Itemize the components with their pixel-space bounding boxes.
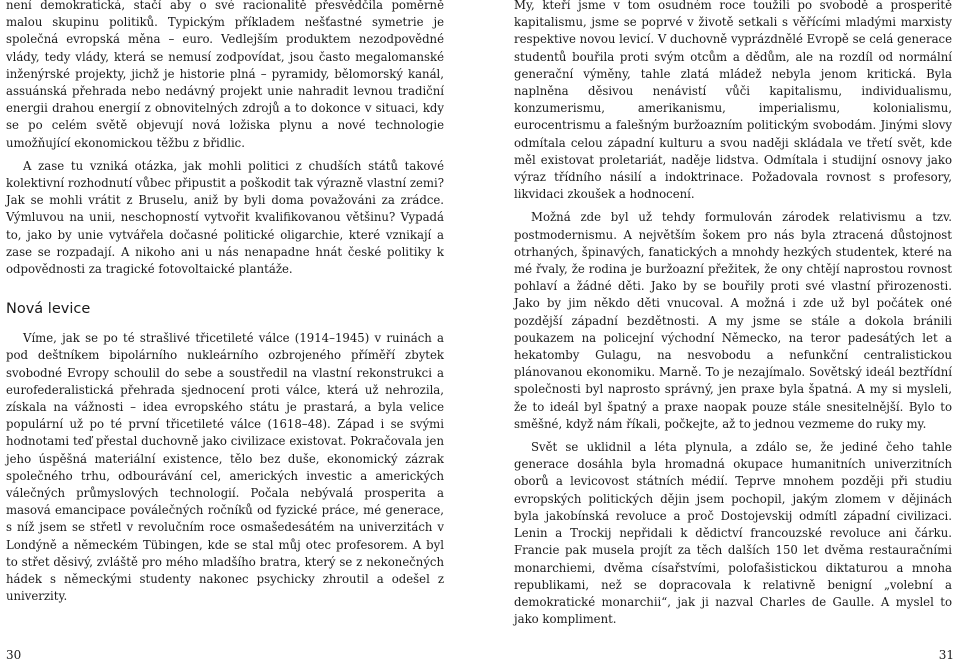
left-page-column (6, 0, 444, 606)
left-page-number: 30 (6, 648, 22, 662)
right-paragraph-2: Možná zde byl už tehdy formulován zárodek relativismu a tzv. postmodernismu. A největším šokem pro nás byla ztracená důstojnost otrhaných, špinavých, fanatických a mnohdy hezkých studentek, které na mé řvaly, že rodina je buržoazní přežitek, že ony chtějí naprostou rovnost pohlaví a žádné děti. Jako by se bouřily proti své vlastní přirozenosti. Jako by jim někdo děti vnucoval. A možná i zde už byl počátek oné pozdější západní bezdětnosti. A my jsme se stále a dokola bránili poukazem na policejní východní Německo, na teror padesátých let a hekatomby Gulagu, na nesvobodu a nefunkční centralistickou plánovanou ekonomiku. Marně. To je nezajímalo. Sovětský ideál beztřídní společnosti byl naprosto správný, jen praxe byla špatná. A my si mysleli, že to ideál byl špatný a praxe naopak pouze stále snesitelnější. Bylo to směšné, když nám říkali, počkejte, až to jednou vezmeme do ruky my. (514, 210, 952, 431)
section-heading: Nová levice (6, 301, 91, 318)
left-paragraph-1: není demokratická, stačí aby o své racionalitě přesvědčila poměrně malou skupinu politiků. Typickým příkladem nešťastné symetrie je společná evropská měna – euro. Vedlejším produktem nezodpovědné vlády, tedy vlády, která se nemusí zodpovídat, jsou často megalomanské inženýrské projekty, jichž je historie plná – pyramidy, bělomorský kanál, assuánská přehrada nebo nedávný projekt unie nahradit levnou tradiční energii drahou energií z obnovitelných zdrojů a to dokonce v situaci, kdy se po celém světě objevují nová ložiska plynu a nové technologie umožňující ekonomickou těžbu z břidlic. (6, 0, 444, 150)
right-paragraph-3: Svět se uklidnil a léta plynula, a zdálo se, že jediné čeho tahle generace dosáhla byla hromadná okupace humanitních univerzitních oborů a levicovost státních médií. Teprve mnohem později při studiu evropských politických dějin jsem pochopil, jakým zlomem v dějinách byla jakobínská revoluce a proč Dostojevskij odmítl západní civilizaci. Lenin a Trockij nepřidali k dědictví francouzské revoluce ani čárku. Francie pak musela projít za těch dalších 150 let dvěma restauračními monarchiemi, dvěma císařstvími, polofašistickou diktaturou a mnoha republikami, než se dopracovala k relativně benigní „volební a demokratické monarchii“, jak ji nazval Charles de Gaulle. A myslel to jako kompliment. (514, 440, 952, 627)
left-paragraph-3: Víme, jak se po té strašlivé třicetileté válce (1914–1945) v ruinách a pod deštníkem bipolárního nukleárního ozbrojeného příměří zbytek svobodné Evropy schoulil do sebe a soustředil na vlastní rekonstrukci a eurofederalistická přehrada sjednocení proti válce, která už nehrozila, získala na vážnosti – idea evropského státu je prastará, a byla velice populární už po té první třicetileté válce (1618–48). Západ i se svými hodnotami teď přestal duchovně jako civilizace existovat. Pokračovala jen jeho úspěšná materiální existence, tělo bez duše, ekonomický zázrak společného trhu, odbourávání cel, amerických investic a amerických válečných průmyslových technologií. Počala nebývalá prosperita a masová emancipace poválečných ročníků od fyzické práce, mé generace, s níž jsem se střetl v revolučním roce osmašedesátém na univerzitách v Londýně a německém Tübingen, kde se stal můj otec profesorem. A byl to střet děsivý, zvláště pro mého mladšího bratra, který se z nekonečných hádek s německými studenty nakonec psychicky zhroutil a odešel z univerzity. (6, 331, 444, 604)
right-page-number: 31 (938, 648, 954, 662)
right-paragraph-1: My, kteří jsme v tom osudném roce toužili po svobodě a prosperitě kapitalismu, jsme se poprvé v životě setkali s věřícími mladými marxisty respektive novou levicí. V duchovně vyprázdnělé Evropě se celá generace studentů bouřila proti svým otcům a dědům, ale na rozdíl od normální generační výměny, tahle zlatá mládež nebyla jenom kritická. Byla naplněna děsivou nenávistí vůči kapitalismu, individualismu, konzumerismu, amerikanismu, imperialismu, kolonialismu, eurocentrismu a falešným buržoazním politickým svobodám. Jinými slovy odmítala celou západní kulturu a svou naději skládala ve třetí svět, kde měl existovat proletariát, naděje lidstva. Odmítala i studijní osnovy jako výraz třídního násilí a indoktrinace. Požadovala rovnost s profesory, likvidaci zkoušek a hodnocení. (514, 0, 952, 202)
left-paragraph-2: A zase tu vzniká otázka, jak mohli politici z chudších států takové kolektivní rozhodnutí vůbec připustit a poškodit tak výrazně vlastní zemi? Jak se mohli vrátit z Bruselu, aniž by byli doma považováni za zrádce. Výmluvou na unii, neschopností vytvořit kvalifikovanou většinu? Vypadá to, jako by unie vytvářela dočasné politické oligarchie, které vznikají a zase se rozpadají. A nikoho ani u nás nenapadne hnát české politiky k odpovědnosti za tragické fotovoltaické plantáže. (6, 158, 444, 277)
right-page-column (514, 0, 952, 628)
